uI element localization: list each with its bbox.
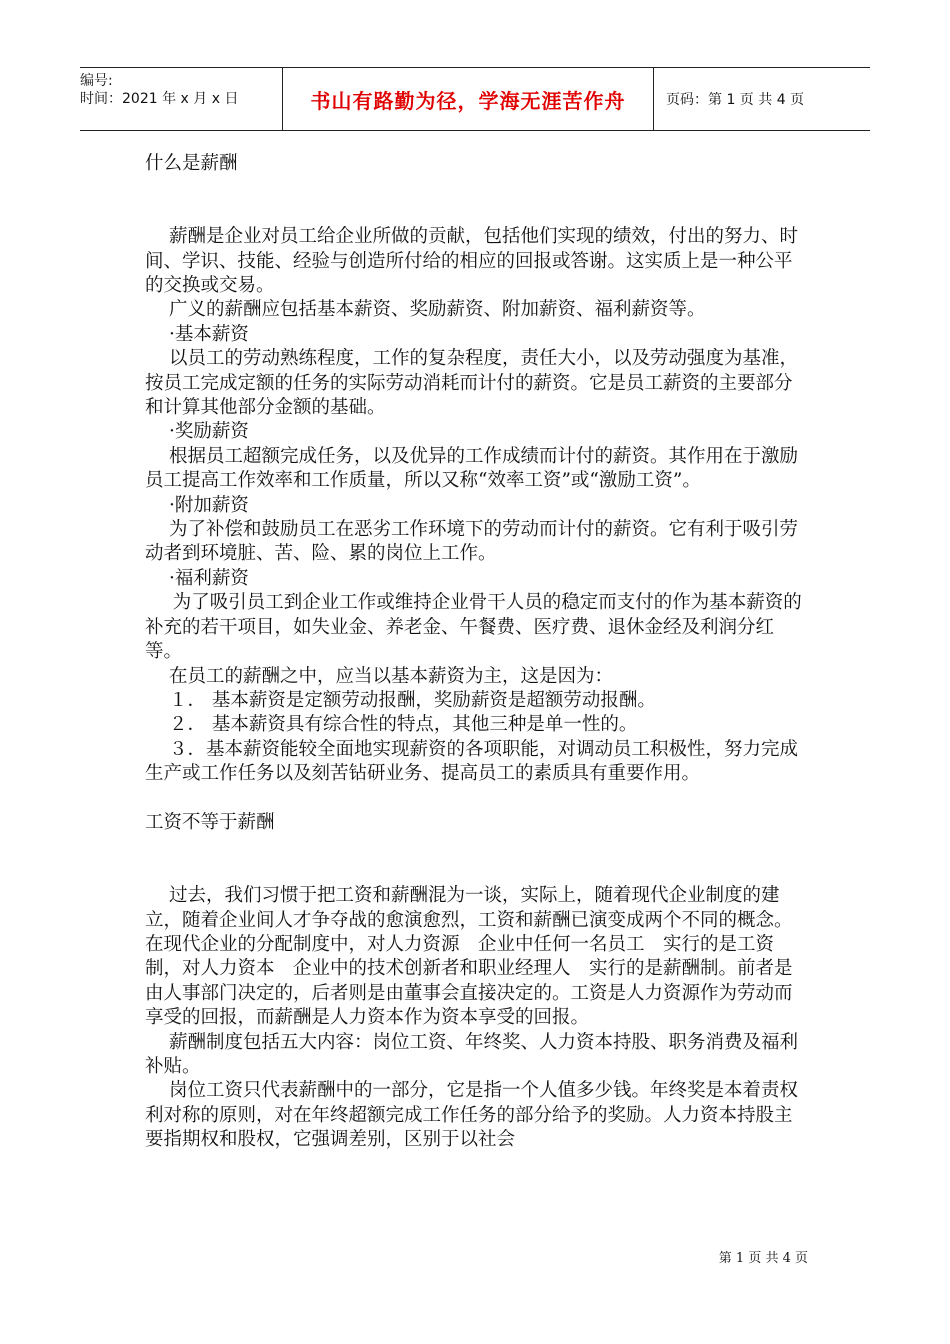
paragraph: 以员工的劳动熟练程度，工作的复杂程度，责任大小，以及劳动强度为基准，按员工完成定额的任务的实际劳动消耗而计付的薪资。它是员工薪资的主要部分和计算其他部分金额的基础。: [145, 348, 799, 419]
document-body: [145, 152, 810, 1153]
header-motto: 书山有路勤为径，学海无涯苦作舟: [310, 88, 626, 113]
subheading: ·福利薪资: [169, 567, 249, 589]
header-page-info: 页码：第 1 页 共 4 页: [666, 92, 805, 108]
list-item: １． 基本薪资是定额劳动报酬，奖励薪资是超额劳动报酬。: [169, 689, 656, 711]
header-motto-cell: [282, 68, 654, 130]
paragraph: 为了补偿和鼓励员工在恶劣工作环境下的劳动而计付的薪资。它有利于吸引劳动者到环境脏、苦、险、累的岗位上工作。: [145, 519, 799, 565]
page-header: [80, 67, 870, 131]
list-item: ２． 基本薪资具有综合性的特点，其他三种是单一性的。: [169, 714, 638, 736]
paragraph: 在员工的薪酬之中，应当以基本薪资为主，这是因为：: [169, 665, 614, 687]
document-time-label: 时间：2021 年 x 月 x 日: [80, 91, 239, 107]
section-title: 什么是薪酬: [145, 153, 238, 174]
list-item: ３．基本薪资能较全面地实现薪资的各项职能，对调动员工积极性，努力完成生产或工作任务以及刻苦钻研业务、提高员工的素质具有重要作用。: [145, 738, 799, 785]
paragraph: 薪酬制度包括五大内容：岗位工资、年终奖、人力资本持股、职务消费及福利补贴。: [145, 1031, 799, 1077]
paragraph: 岗位工资只代表薪酬中的一部分，它是指一个人值多少钱。年终奖是本着责权利对称的原则，对在年终超额完成工作任务的部分给予的奖励。人力资本持股主要指期权和股权，它强调差别，区别于以社会: [145, 1080, 799, 1151]
subheading: ·基本薪资: [169, 323, 249, 345]
paragraph: 薪酬是企业对员工给企业所做的贡献，包括他们实现的绩效，付出的努力、时间、学识、技能、经验与创造所付给的相应的回报或答谢。这实质上是一种公平的交换或交易。: [145, 226, 799, 296]
subheading: ·奖励薪资: [169, 421, 249, 443]
section-title: 工资不等于薪酬: [145, 811, 275, 833]
page-footer: 第 1 页 共 4 页: [718, 1251, 808, 1266]
paragraph: 广义的薪酬应包括基本薪资、奖励薪资、附加薪资、福利薪资等。: [169, 299, 706, 321]
document-number-label: 编号:: [80, 73, 113, 89]
paragraph: 在现代企业的分配制度中，对人力资源 企业中任何一名员工 实行的是工资制，对人力资本 企业中的技术创新者和职业经理人 实行的是薪酬制。前者是由人事部门决定的，后者则是由董事会直接决定的。工资是人力资源作为劳动而享受的回报，而薪酬是人力资本作为资本享受的回报。: [145, 933, 793, 1029]
header-meta: [80, 68, 280, 134]
paragraph: 过去，我们习惯于把工资和薪酬混为一谈，实际上，随着现代企业制度的建立，随着企业间人才争夺战的愈演愈烈，工资和薪酬已演变成两个不同的概念。: [145, 885, 793, 931]
paragraph: 根据员工超额完成任务，以及优异的工作成绩而计付的薪资。其作用在于激励员工提高工作效率和工作质量，所以又称“效率工资”或“激励工资”。: [145, 445, 799, 492]
subheading: ·附加薪资: [169, 494, 249, 516]
paragraph: 为了吸引员工到企业工作或维持企业骨干人员的稳定而支付的作为基本薪资的补充的若干项目，如失业金、养老金、午餐费、医疗费、退休金经及利润分红等。: [145, 592, 802, 663]
